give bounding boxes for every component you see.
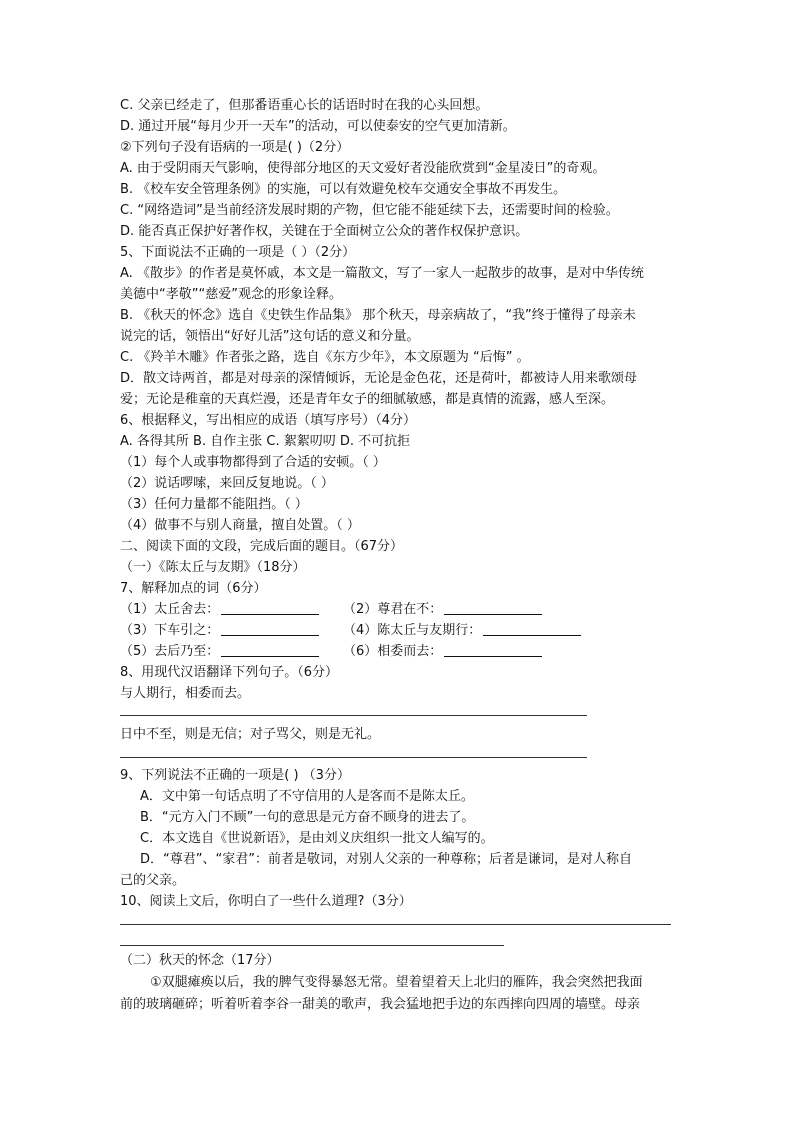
q9-option-d: D．“尊君”、“家君”：前者是敬词，对别人父亲的一种尊称；后者是谦词，是对人称自: [140, 852, 632, 867]
q7-item-3: （3）下车引之：: [120, 623, 220, 638]
q10-stem: 10、阅读上文后，你明白了一些什么道理?（3分）: [120, 894, 412, 909]
q6-stem: 6、根据释义，写出相应的成语（填写序号）（4分）: [120, 413, 417, 428]
q4-2-option-a: A. 由于受阴雨天气影响，使得部分地区的天文爱好者没能欣赏到“金星凌日”的奇观。: [120, 161, 606, 176]
q7-row-2: [120, 622, 319, 639]
q7-item-1: （1）太丘舍去：: [120, 602, 220, 617]
q7-answer-3[interactable]: [221, 623, 319, 636]
q6-item-2: （2）说话啰嗦，来回反复地说。（ ）: [120, 476, 334, 491]
section-2-title: 二、阅读下面的文段，完成后面的题目。（67分）: [120, 539, 404, 554]
passage-2-title: （二）秋天的怀念（17分）: [120, 953, 280, 968]
q9-option-b: B．“元方入门不顾”一句的意思是元方奋不顾身的进去了。: [140, 810, 475, 825]
q8-answer-line-1[interactable]: [120, 715, 587, 716]
q7-item-5: （5）去后乃至：: [120, 644, 220, 659]
q10-answer-line-2[interactable]: [120, 945, 504, 946]
passage-2-para-1: ①双腿瘫痪以后，我的脾气变得暴怒无常。望着望着天上北归的雁阵，我会突然把我面: [150, 975, 643, 990]
q8-stem: 8、用现代汉语翻译下列句子。（6分）: [120, 665, 339, 680]
q9-option-d-cont: 己的父亲。: [120, 873, 186, 888]
q7-item-2: （2）尊君在不：: [343, 602, 443, 617]
q9-option-a: A．文中第一句话点明了不守信用的人是客而不是陈太丘。: [140, 789, 474, 804]
q4-2-option-d: D. 能否真正保护好著作权，关键在于全面树立公众的著作权保护意识。: [120, 224, 529, 239]
q6-choices: A. 各得其所 B. 自作主张 C. 絮絮叨叨 D. 不可抗拒: [120, 434, 411, 449]
q8-answer-line-2[interactable]: [120, 757, 587, 758]
q7-answer-1[interactable]: [221, 602, 319, 615]
q5-option-b-cont: 说完的话，领悟出“好好儿活”这句话的意义和分量。: [120, 329, 420, 344]
q5-stem: 5、下面说法不正确的一项是（ ）（2分）: [120, 245, 356, 260]
q5-option-b: B. 《秋天的怀念》选自《史铁生作品集》 那个秋天，母亲病故了，“我”终于懂得了母亲未: [120, 308, 636, 323]
q7-stem: 7、解释加点的词（6分）: [120, 581, 267, 596]
q6-item-3: （3）任何力量都不能阻挡。（ ）: [120, 497, 308, 512]
q7-row-1: [120, 601, 319, 618]
q10-answer-line-1[interactable]: [120, 924, 671, 925]
passage-2-para-1-cont: 前的玻璃砸碎；听着听着李谷一甜美的歌声，我会猛地把手边的东西摔向四周的墙壁。母亲: [120, 997, 641, 1012]
q7-row-3: [120, 643, 319, 660]
q5-option-a-cont: 美德中“孝敬”“慈爱”观念的形象诠释。: [120, 287, 342, 302]
q8-sentence-1: 与人期行，相委而去。: [120, 686, 251, 701]
q9-stem: 9、下列说法不正确的一项是( ) （3分）: [120, 768, 350, 783]
q4-1-option-d: D. 通过开展“每月少开一天车”的活动，可以使泰安的空气更加清新。: [120, 119, 516, 134]
q5-option-d: D．散文诗两首，都是对母亲的深情倾诉，无论是金色花，还是荷叶，都被诗人用来歌颂母: [120, 371, 638, 386]
q6-item-4: （4）做事不与别人商量，擅自处置。（ ）: [120, 518, 360, 533]
q7-answer-4[interactable]: [483, 623, 581, 636]
q4-1-option-c: C. 父亲已经走了，但那番语重心长的话语时时在我的心头回想。: [120, 98, 489, 113]
q4-2-option-b: B. 《校车安全管理条例》的实施，可以有效避免校车交通安全事故不再发生。: [120, 182, 567, 197]
q7-answer-6[interactable]: [444, 644, 542, 657]
q7-row-1-right: [343, 601, 542, 618]
q7-item-4: （4）陈太丘与友期行：: [343, 623, 482, 638]
q7-answer-5[interactable]: [221, 644, 319, 657]
q5-option-d-cont: 爱；无论是稚童的天真烂漫，还是青年女子的细腻敏感，都是真情的流露，感人至深。: [120, 392, 615, 407]
passage-1-title: （一）《陈太丘与友期》（18分）: [120, 560, 306, 575]
q9-option-c: C．本文选自《世说新语》，是由刘义庆组织一批文人编写的。: [140, 831, 494, 846]
q6-item-1: （1）每个人或事物都得到了合适的安顿。（ ）: [120, 455, 386, 470]
q7-item-6: （6）相委而去：: [343, 644, 443, 659]
q4-2-option-c: C. “网络造词”是当前经济发展时期的产物，但它能不能延续下去，还需要时间的检验。: [120, 203, 619, 218]
q4-2-stem: ②下列句子没有语病的一项是( )（2分）: [120, 140, 350, 155]
q5-option-c: C. 《羚羊木雕》作者张之路，选自《东方少年》，本文原题为 “后悔” 。: [120, 350, 530, 365]
q7-answer-2[interactable]: [444, 602, 542, 615]
q8-sentence-2: 日中不至，则是无信；对子骂父，则是无礼。: [120, 727, 381, 742]
q7-row-2-right: [343, 622, 581, 639]
q5-option-a: A. 《散步》的作者是莫怀戚，本文是一篇散文，写了一家人一起散步的故事，是对中华传统: [120, 266, 644, 281]
q7-row-3-right: [343, 643, 542, 660]
